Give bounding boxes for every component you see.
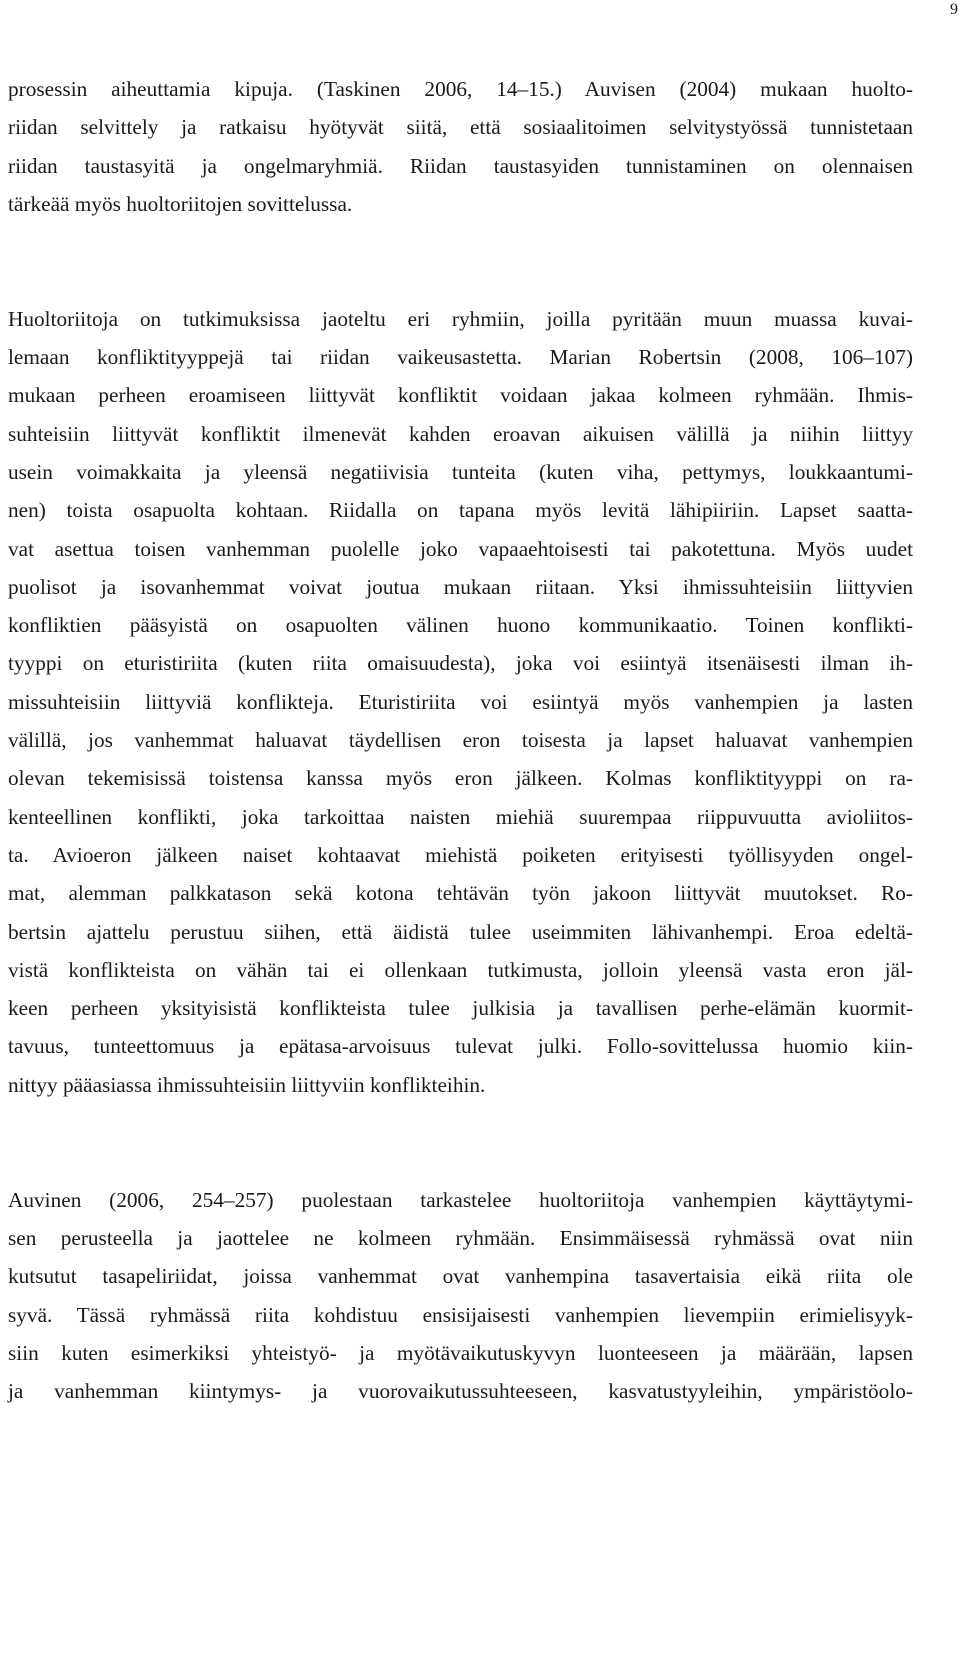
text-line: vat asettua toisen vanhemman puolelle joko vapaaehtoisesti tai pakotettuna. Myös uudet bbox=[8, 536, 913, 561]
text-line: Huoltoriitoja on tutkimuksissa jaoteltu eri ryhmiin, joilla pyritään muun muassa kuvai- bbox=[8, 306, 913, 331]
text-line: siin kuten esimerkiksi yhteistyö- ja myötävaikutuskyvyn luonteeseen ja määrään, lapsen bbox=[8, 1340, 913, 1365]
text-line: usein voimakkaita ja yleensä negatiivisia tunteita (kuten viha, pettymys, loukkaantumi- bbox=[8, 459, 913, 484]
text-line: nittyy pääasiassa ihmissuhteisiin liittyviin konflikteihin. bbox=[8, 1072, 486, 1097]
text-line: mukaan perheen eroamiseen liittyvät konfliktit voidaan jakaa kolmeen ryhmään. Ihmis- bbox=[8, 383, 913, 408]
text-line: konfliktien pääsyistä on osapuolten välinen huono kommunikaatio. Toinen konflikti- bbox=[8, 613, 913, 638]
text-line: mat, alemman palkkatason sekä kotona tehtävän työn jakoon liittyvät muutokset. Ro- bbox=[8, 881, 913, 906]
text-line: olevan tekemisissä toistensa kanssa myös eron jälkeen. Kolmas konfliktityyppi on ra- bbox=[8, 766, 913, 791]
text-line: prosessin aiheuttamia kipuja. (Taskinen 2006, 14–15.) Auvisen (2004) mukaan huolto- bbox=[8, 77, 913, 101]
text-line: missuhteisiin liittyviä konflikteja. Eturistiriita voi esiintyä myös vanhempien ja lasten bbox=[8, 689, 913, 714]
text-line: bertsin ajattelu perustuu siihen, että äidistä tulee useimmiten lähivanhempi. Eroa edeltä- bbox=[8, 919, 913, 944]
text-line: ta. Avioeron jälkeen naiset kohtaavat miehistä poiketen erityisesti työllisyyden ongel- bbox=[8, 842, 913, 867]
text-line: syvä. Tässä ryhmässä riita kohdistuu ensisijaisesti vanhempien lievempiin erimielisyyk- bbox=[8, 1302, 913, 1327]
paragraph-1 bbox=[8, 70, 913, 223]
paragraph-3 bbox=[8, 1181, 913, 1411]
text-line: Auvinen (2006, 254–257) puolestaan tarkastelee huoltoriitoja vanhempien käyttäytymi- bbox=[8, 1187, 913, 1212]
text-line: riidan selvittely ja ratkaisu hyötyvät siitä, että sosiaalitoimen selvitystyössä tunnistetaan bbox=[8, 115, 913, 140]
text-line: puolisot ja isovanhemmat voivat joutua mukaan riitaan. Yksi ihmissuhteisiin liittyvien bbox=[8, 574, 913, 599]
text-line: keen perheen yksityisistä konflikteista tulee julkisia ja tavallisen perhe-elämän kuormit- bbox=[8, 996, 913, 1021]
text-line: nen) toista osapuolta kohtaan. Riidalla on tapana myös levitä lähipiiriin. Lapset saatta- bbox=[8, 498, 913, 523]
paragraph-spacer bbox=[8, 223, 913, 300]
paragraph-spacer bbox=[8, 1104, 913, 1181]
document-body bbox=[8, 70, 913, 1410]
text-line: vistä konflikteista on vähän tai ei ollenkaan tutkimusta, jolloin yleensä vasta eron jäl- bbox=[8, 957, 913, 982]
text-line: tärkeää myös huoltoriitojen sovittelussa. bbox=[8, 191, 353, 216]
text-line: ja vanhemman kiintymys- ja vuorovaikutussuhteeseen, kasvatustyyleihin, ympäristöolo- bbox=[8, 1379, 913, 1404]
text-line: lemaan konfliktityyppejä tai riidan vaikeusastetta. Marian Robertsin (2008, 106–107) bbox=[8, 345, 913, 370]
text-line: riidan taustasyitä ja ongelmaryhmiä. Riidan taustasyiden tunnistaminen on olennaisen bbox=[8, 153, 913, 178]
text-line: kenteellinen konflikti, joka tarkoittaa naisten miehiä suurempaa riippuvuutta avioliitos- bbox=[8, 804, 913, 829]
text-line: tyyppi on eturistiriita (kuten riita omaisuudesta), joka voi esiintyä itsenäisesti ilman ih- bbox=[8, 651, 913, 676]
paragraph-2 bbox=[8, 300, 913, 1104]
text-line: kutsutut tasapeliriidat, joissa vanhemmat ovat vanhempina tasavertaisia eikä riita ole bbox=[8, 1264, 913, 1289]
page-number: 9 bbox=[950, 1, 958, 18]
text-line: sen perusteella ja jaottelee ne kolmeen ryhmään. Ensimmäisessä ryhmässä ovat niin bbox=[8, 1225, 913, 1250]
text-line: suhteisiin liittyvät konfliktit ilmenevät kahden eroavan aikuisen välillä ja niihin liittyy bbox=[8, 421, 913, 446]
text-line: tavuus, tunteettomuus ja epätasa-arvoisuus tulevat julki. Follo-sovittelussa huomio kiin- bbox=[8, 1034, 913, 1059]
text-line: välillä, jos vanhemmat haluavat täydellisen eron toisesta ja lapset haluavat vanhempien bbox=[8, 728, 913, 753]
